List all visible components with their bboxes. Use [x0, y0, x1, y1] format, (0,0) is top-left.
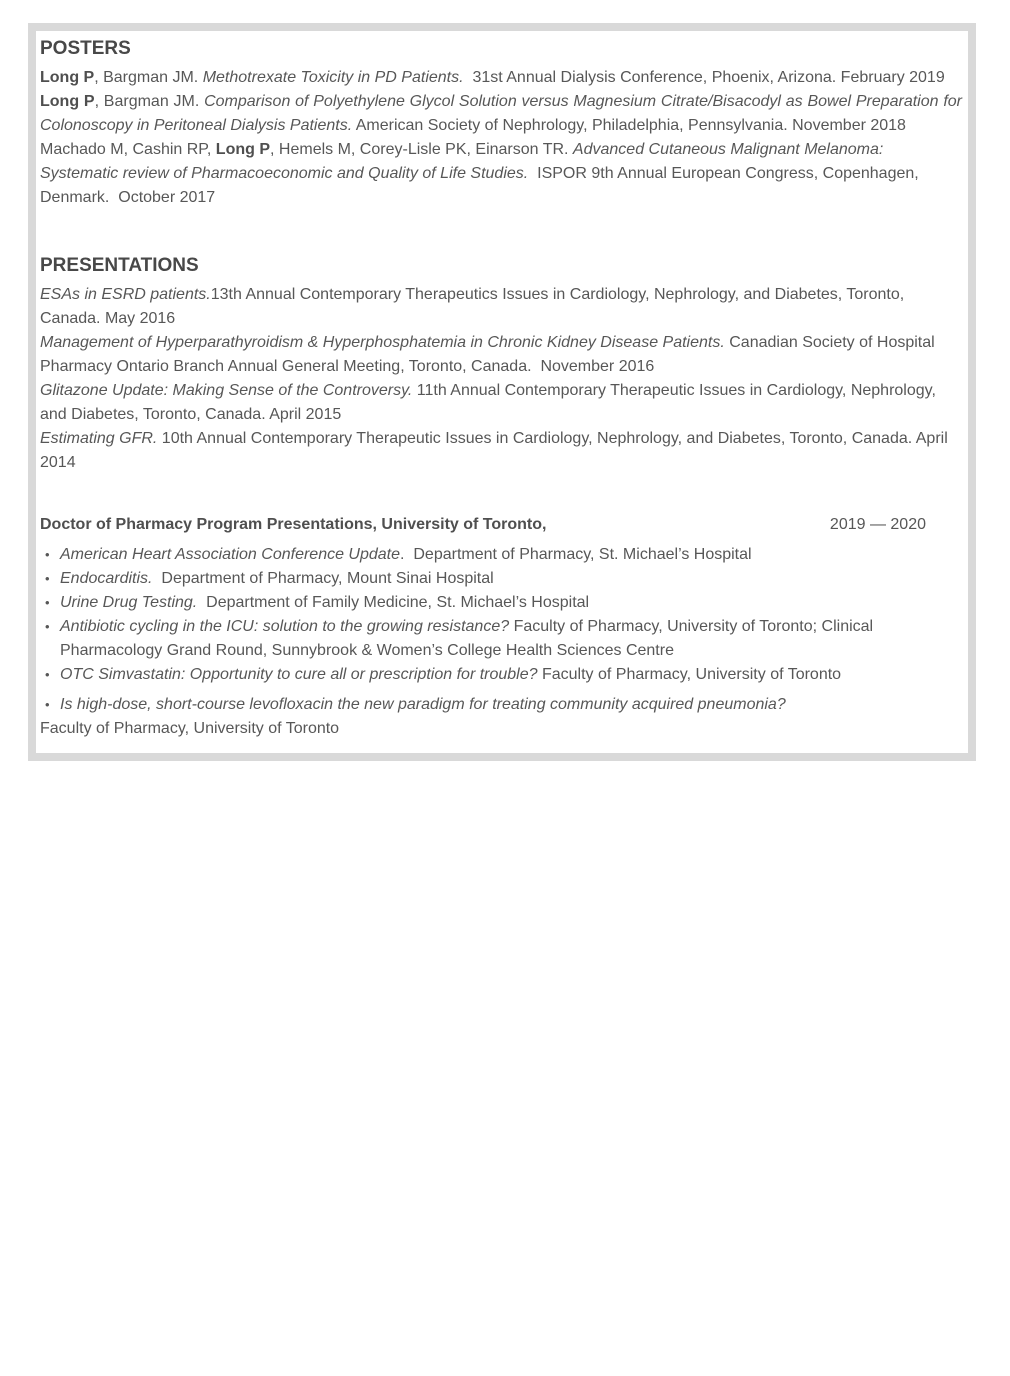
italic-title-segment: ESAs in ESRD patients.	[40, 286, 211, 303]
italic-title-segment: OTC Simvastatin: Opportunity to cure all or prescription for trouble?	[60, 666, 538, 683]
pharmd-bullet-item	[40, 567, 962, 591]
italic-title-segment: Management of Hyperparathyroidism & Hyperphosphatemia in Chronic Kidney Disease Patients.	[40, 334, 725, 351]
text-segment: American Society of Nephrology, Philadelphia, Pennsylvania. November 2018	[352, 117, 906, 134]
presentations-entry-list	[40, 283, 962, 475]
text-segment: Machado M, Cashin RP,	[40, 141, 216, 158]
posters-entry-list	[40, 66, 962, 210]
italic-title-segment: Is high-dose, short-course levofloxacin the new paradigm for treating community acquired pneumonia?	[60, 696, 786, 713]
italic-title-segment: Methotrexate Toxicity in PD Patients.	[202, 69, 464, 86]
bold-author-name: Long P	[40, 93, 95, 110]
bold-author-name: Long P	[40, 69, 95, 86]
italic-title-segment: Advanced Cutaneous Malignant Melanoma: Systematic review of Pharmacoeconomic and Quality of Life Studies.	[40, 141, 888, 182]
presentation-entry	[40, 427, 962, 475]
text-segment: 31st Annual Dialysis Conference, Phoenix, Arizona. February 2019	[463, 69, 945, 86]
text-segment: Department of Pharmacy, Mount Sinai Hospital	[152, 570, 494, 587]
text-segment: 13th Annual Contemporary Therapeutics Issues in Cardiology, Nephrology, and Diabetes, Toronto, Canada. May 2016	[40, 286, 909, 327]
text-segment: . Department of Pharmacy, St. Michael’s Hospital	[400, 546, 752, 563]
presentation-entry	[40, 331, 962, 379]
poster-entry	[40, 66, 962, 90]
italic-title-segment: American Heart Association Conference Update	[60, 546, 401, 563]
pharmd-heading-dates: 2019 — 2020	[829, 516, 926, 533]
pharmd-bullet-item	[40, 693, 962, 717]
posters-section-heading: POSTERS	[40, 38, 131, 59]
text-segment: Canadian Society of Hospital Pharmacy Ontario Branch Annual General Meeting, Toronto, Canada. November 2016	[40, 334, 940, 375]
text-segment: Faculty of Pharmacy, University of Toronto	[537, 666, 842, 683]
italic-title-segment: Antibiotic cycling in the ICU: solution to the growing resistance?	[60, 618, 510, 635]
text-segment: 11th Annual Contemporary Therapeutic Issues in Cardiology, Nephrology, and Diabetes, Toronto, Canada. April 2015	[40, 382, 941, 423]
pharmd-bullet-item	[40, 543, 962, 567]
pharmd-heading-title: Doctor of Pharmacy Program Presentations, University of Toronto,	[40, 516, 547, 533]
pharmd-bullet-list	[40, 543, 962, 717]
italic-title-segment: Estimating GFR.	[40, 430, 158, 447]
text-segment: 10th Annual Contemporary Therapeutic Issues in Cardiology, Nephrology, and Diabetes, Toronto, Canada. April 2014	[40, 430, 953, 471]
italic-title-segment: Glitazone Update: Making Sense of the Controversy.	[40, 382, 413, 399]
poster-entry	[40, 90, 962, 138]
poster-entry	[40, 138, 962, 210]
presentation-entry	[40, 379, 962, 427]
section-divider-space	[40, 210, 962, 254]
text-segment: ISPOR 9th Annual European Congress, Copenhagen, Denmark. October 2017	[40, 165, 924, 206]
text-segment: , Hemels M, Corey-Lisle PK, Einarson TR.	[270, 141, 573, 158]
italic-title-segment: Comparison of Polyethylene Glycol Solution versus Magnesium Citrate/Bisacodyl as Bowel Preparation for Colonoscopy in Peritoneal Dialysis Patients.	[40, 93, 962, 134]
text-segment: , Bargman JM.	[94, 69, 203, 86]
pharmd-continuation-line: Faculty of Pharmacy, University of Toronto	[40, 720, 340, 737]
italic-title-segment: Endocarditis.	[60, 570, 153, 587]
text-segment: , Bargman JM.	[94, 93, 205, 110]
section-divider-space	[40, 475, 962, 513]
bold-author-name: Long P	[215, 141, 271, 158]
pharmd-bullet-item	[40, 591, 962, 615]
pharmd-heading-row	[40, 513, 962, 537]
presentations-section-heading: PRESENTATIONS	[40, 255, 199, 276]
pharmd-bullet-item	[40, 663, 962, 687]
italic-title-segment: Urine Drug Testing.	[60, 594, 198, 611]
text-segment: Department of Family Medicine, St. Michael’s Hospital	[197, 594, 590, 611]
document-content-frame	[28, 23, 976, 761]
text-segment: Faculty of Pharmacy, University of Toronto; Clinical Pharmacology Grand Round, Sunnybrook & Women’s College Health Sciences Centre	[60, 618, 878, 659]
pharmd-bullet-item	[40, 615, 962, 663]
presentation-entry	[40, 283, 962, 331]
